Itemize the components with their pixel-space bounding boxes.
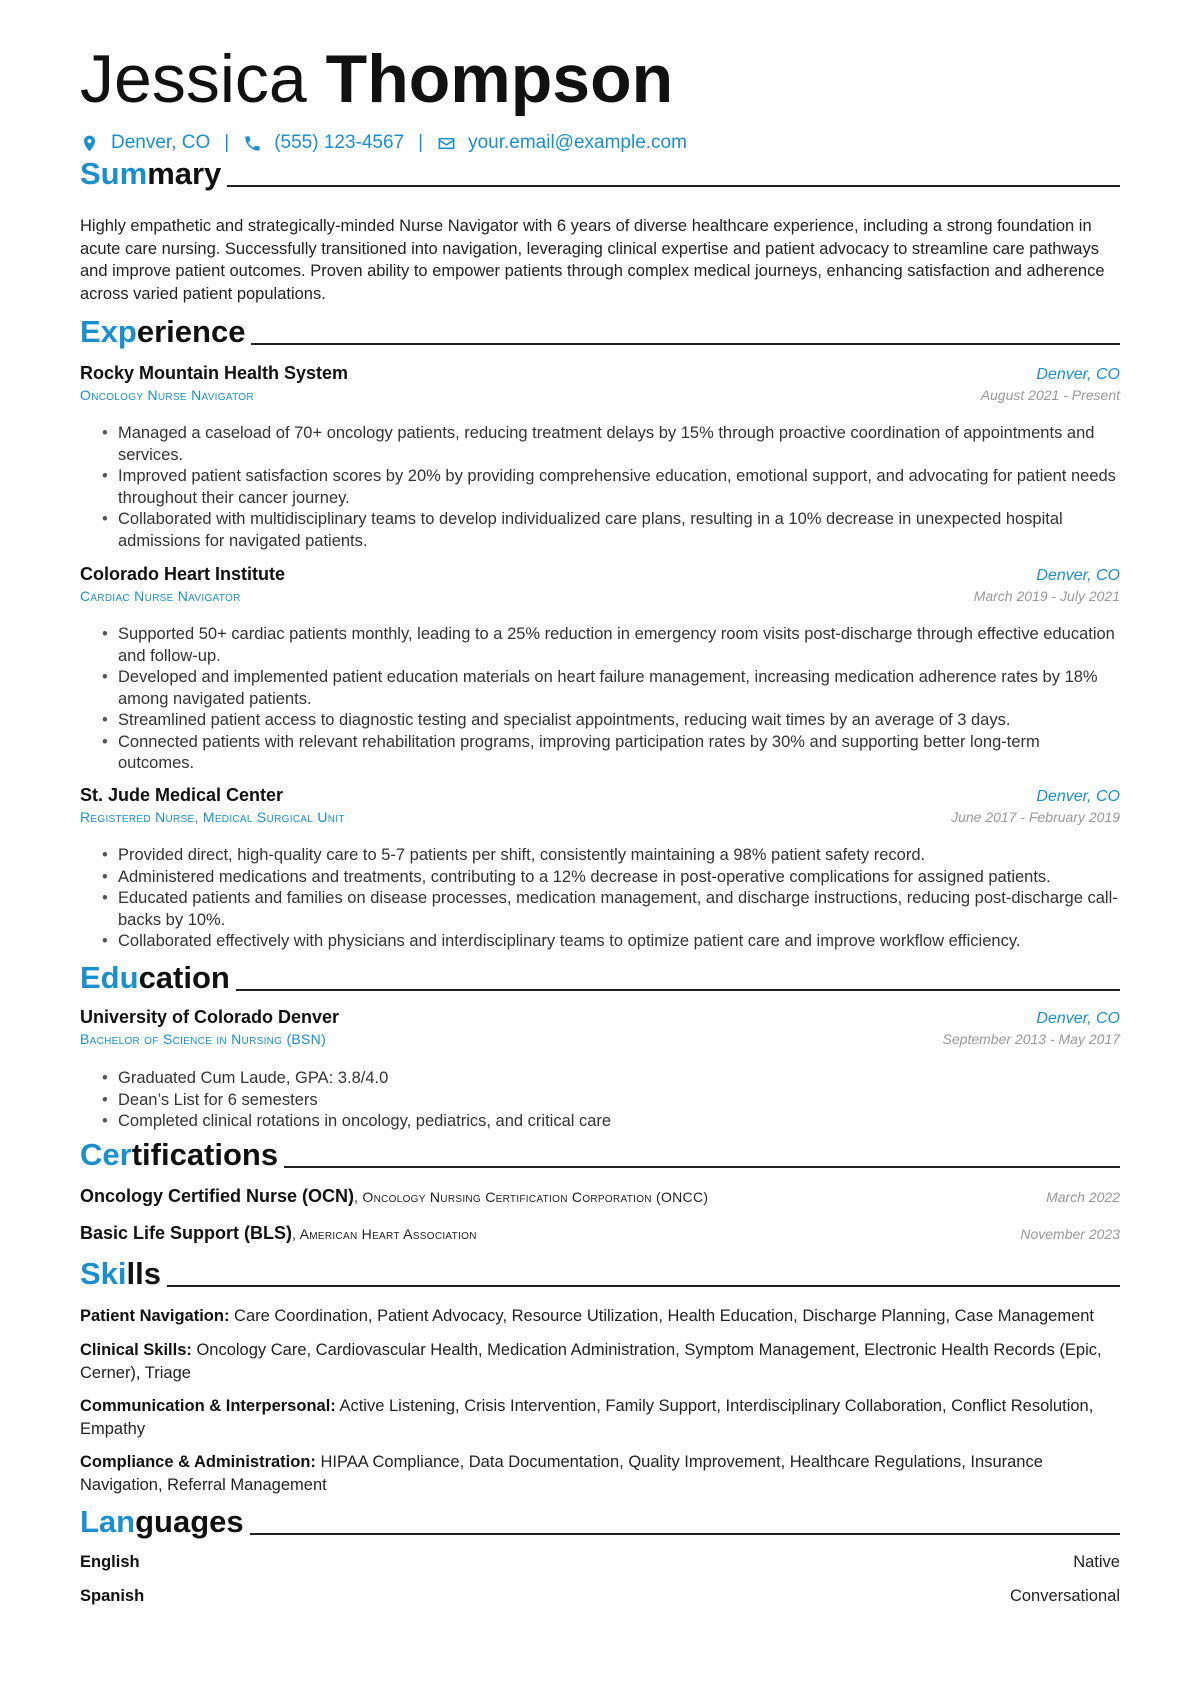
skill-group [80, 1305, 1120, 1328]
separator: | [224, 132, 230, 153]
language-level: Native [1073, 1553, 1120, 1571]
list-item: • Administered medications and treatments, contributing to a 12% decrease in post-operative complications for assigned patients. [80, 867, 1120, 889]
section-rule [250, 1533, 1120, 1535]
first-name: Jessica [80, 41, 307, 117]
language-row [80, 1553, 1120, 1572]
list-item: • Connected patients with relevant rehabilitation programs, improving participation rates by 30% and supporting better long-term outcomes. [80, 732, 1120, 775]
list-item: • Graduated Cum Laude, GPA: 3.8/4.0 [80, 1068, 1120, 1090]
list-item: • Completed clinical rotations in oncology, pediatrics, and critical care [80, 1111, 1120, 1133]
skill-values: Oncology Care, Cardiovascular Health, Medication Administration, Symptom Management, Electronic Health Records (Epic, Cerner), Triage [80, 1341, 1102, 1382]
education-bullets [80, 1068, 1120, 1133]
school-name: University of Colorado Denver [80, 1007, 340, 1027]
summary-heading [80, 158, 1120, 189]
education-heading [80, 962, 1120, 993]
language-row [80, 1587, 1120, 1606]
job-bullets [80, 423, 1120, 552]
list-item: • Dean’s List for 6 semesters [80, 1090, 1120, 1112]
list-item: • Managed a caseload of 70+ oncology patients, reducing treatment delays by 15% through proactive coordination of appointments and services. [80, 423, 1120, 466]
contact-bar [80, 132, 687, 154]
cert-issuer: , Oncology Nursing Certification Corporation (ONCC) [354, 1189, 709, 1205]
list-item: • Improved patient satisfaction scores by 20% by providing comprehensive education, emotional support, and advocating for patient needs throughout their cancer journey. [80, 466, 1120, 509]
job-dates: June 2017 - February 2019 [951, 809, 1120, 825]
job-dates: March 2019 - July 2021 [973, 588, 1120, 604]
contact-phone[interactable] [243, 132, 404, 154]
section-title: Certifications [80, 1137, 279, 1172]
contact-email[interactable] [437, 132, 687, 154]
skill-group [80, 1451, 1120, 1496]
section-rule [284, 1166, 1120, 1168]
section-rule [236, 989, 1120, 991]
job-org: Colorado Heart Institute [80, 564, 286, 584]
list-item: • Collaborated effectively with physicians and interdisciplinary teams to optimize patient care and improve workflow efficiency. [80, 931, 1120, 953]
separator: | [418, 132, 424, 153]
education-dates: September 2013 - May 2017 [942, 1031, 1120, 1047]
job-role: Oncology Nurse Navigator [80, 387, 254, 403]
skill-group [80, 1395, 1120, 1440]
section-title: Languages [80, 1504, 244, 1539]
job-bullets [80, 624, 1120, 775]
skill-group [80, 1339, 1120, 1384]
section-title: Education [80, 960, 230, 995]
experience-heading [80, 316, 1120, 347]
language-name: Spanish [80, 1587, 145, 1605]
email-link: your.email@example.com [468, 132, 687, 153]
envelope-icon [437, 134, 456, 153]
section-rule [251, 343, 1120, 345]
summary-text: Highly empathetic and strategically-minded Nurse Navigator with 6 years of diverse healthcare experience, including a strong foundation in acute care nursing. Successfully transitioned into navigation, leveraging clinical expertise and patient advocacy to streamline care pathways and improve patient outcomes. Proven ability to empower patients through complex medical journeys, enhancing satisfaction and adherence across varied patient populations. [80, 217, 1105, 303]
degree: Bachelor of Science in Nursing (BSN) [80, 1031, 327, 1047]
job-location: Denver, CO [1036, 567, 1120, 584]
job-org: St. Jude Medical Center [80, 785, 284, 805]
languages-heading [80, 1506, 1120, 1537]
certification-item [80, 1223, 1120, 1244]
list-item: • Developed and implemented patient education materials on heart failure management, increasing medication adherence rates by 18% among navigated patients. [80, 667, 1120, 710]
job-role: Cardiac Nurse Navigator [80, 588, 241, 604]
job-bullets [80, 845, 1120, 953]
map-marker-icon [80, 134, 99, 153]
candidate-name [80, 40, 673, 118]
language-level: Conversational [1009, 1587, 1120, 1605]
skill-values: HIPAA Compliance, Data Documentation, Quality Improvement, Healthcare Regulations, Insurance Navigation, Referral Management [80, 1453, 1043, 1494]
skill-category: Communication & Interpersonal: [80, 1397, 336, 1415]
language-name: English [80, 1553, 140, 1571]
list-item: • Provided direct, high-quality care to 5-7 patients per shift, consistently maintaining a 98% patient safety record. [80, 845, 1120, 867]
section-title: Skills [80, 1256, 161, 1291]
job-org: Rocky Mountain Health System [80, 363, 349, 383]
job-dates: August 2021 - Present [980, 387, 1120, 403]
skills-heading [80, 1258, 1120, 1289]
skill-values: Care Coordination, Patient Advocacy, Resource Utilization, Health Education, Discharge Planning, Case Management [229, 1307, 1095, 1325]
skill-category: Clinical Skills: [80, 1341, 192, 1359]
cert-issuer: , American Heart Association [292, 1226, 477, 1242]
contact-location [80, 132, 210, 154]
cert-date: November 2023 [1020, 1226, 1120, 1242]
certifications-heading [80, 1139, 1120, 1170]
phone-text: (555) 123-4567 [274, 132, 405, 153]
list-item: • Supported 50+ cardiac patients monthly, leading to a 25% reduction in emergency room visits post-discharge through effective education and follow-up. [80, 624, 1120, 667]
section-title: Summary [80, 156, 222, 191]
section-rule [167, 1285, 1120, 1287]
list-item: • Streamlined patient access to diagnostic testing and specialist appointments, reducing wait times by an average of 3 days. [80, 710, 1120, 732]
job-entry [80, 564, 1120, 610]
cert-date: March 2022 [1046, 1189, 1120, 1205]
section-rule [227, 185, 1120, 187]
job-location: Denver, CO [1036, 366, 1120, 383]
phone-icon [243, 134, 262, 153]
school-location: Denver, CO [1036, 1010, 1120, 1027]
list-item: • Collaborated with multidisciplinary teams to develop individualized care plans, resulting in a 10% decrease in unexpected hospital admissions for navigated patients. [80, 509, 1120, 552]
cert-name: Basic Life Support (BLS) [80, 1223, 293, 1243]
last-name: Thompson [325, 41, 674, 117]
list-item: • Educated patients and families on disease processes, medication management, and discharge instructions, reducing post-discharge call-backs by 10%. [80, 888, 1120, 931]
location-text: Denver, CO [111, 132, 211, 153]
job-role: Registered Nurse, Medical Surgical Unit [80, 809, 345, 825]
cert-name: Oncology Certified Nurse (OCN) [80, 1186, 355, 1206]
job-entry [80, 785, 1120, 831]
section-title: Experience [80, 314, 246, 349]
job-entry [80, 363, 1120, 409]
education-entry [80, 1007, 1120, 1053]
job-location: Denver, CO [1036, 788, 1120, 805]
skill-category: Patient Navigation: [80, 1307, 230, 1325]
skill-values: Active Listening, Crisis Intervention, Family Support, Interdisciplinary Collaboration, Conflict Resolution, Empathy [80, 1397, 1094, 1438]
skill-category: Compliance & Administration: [80, 1453, 316, 1471]
certification-item [80, 1186, 1120, 1207]
